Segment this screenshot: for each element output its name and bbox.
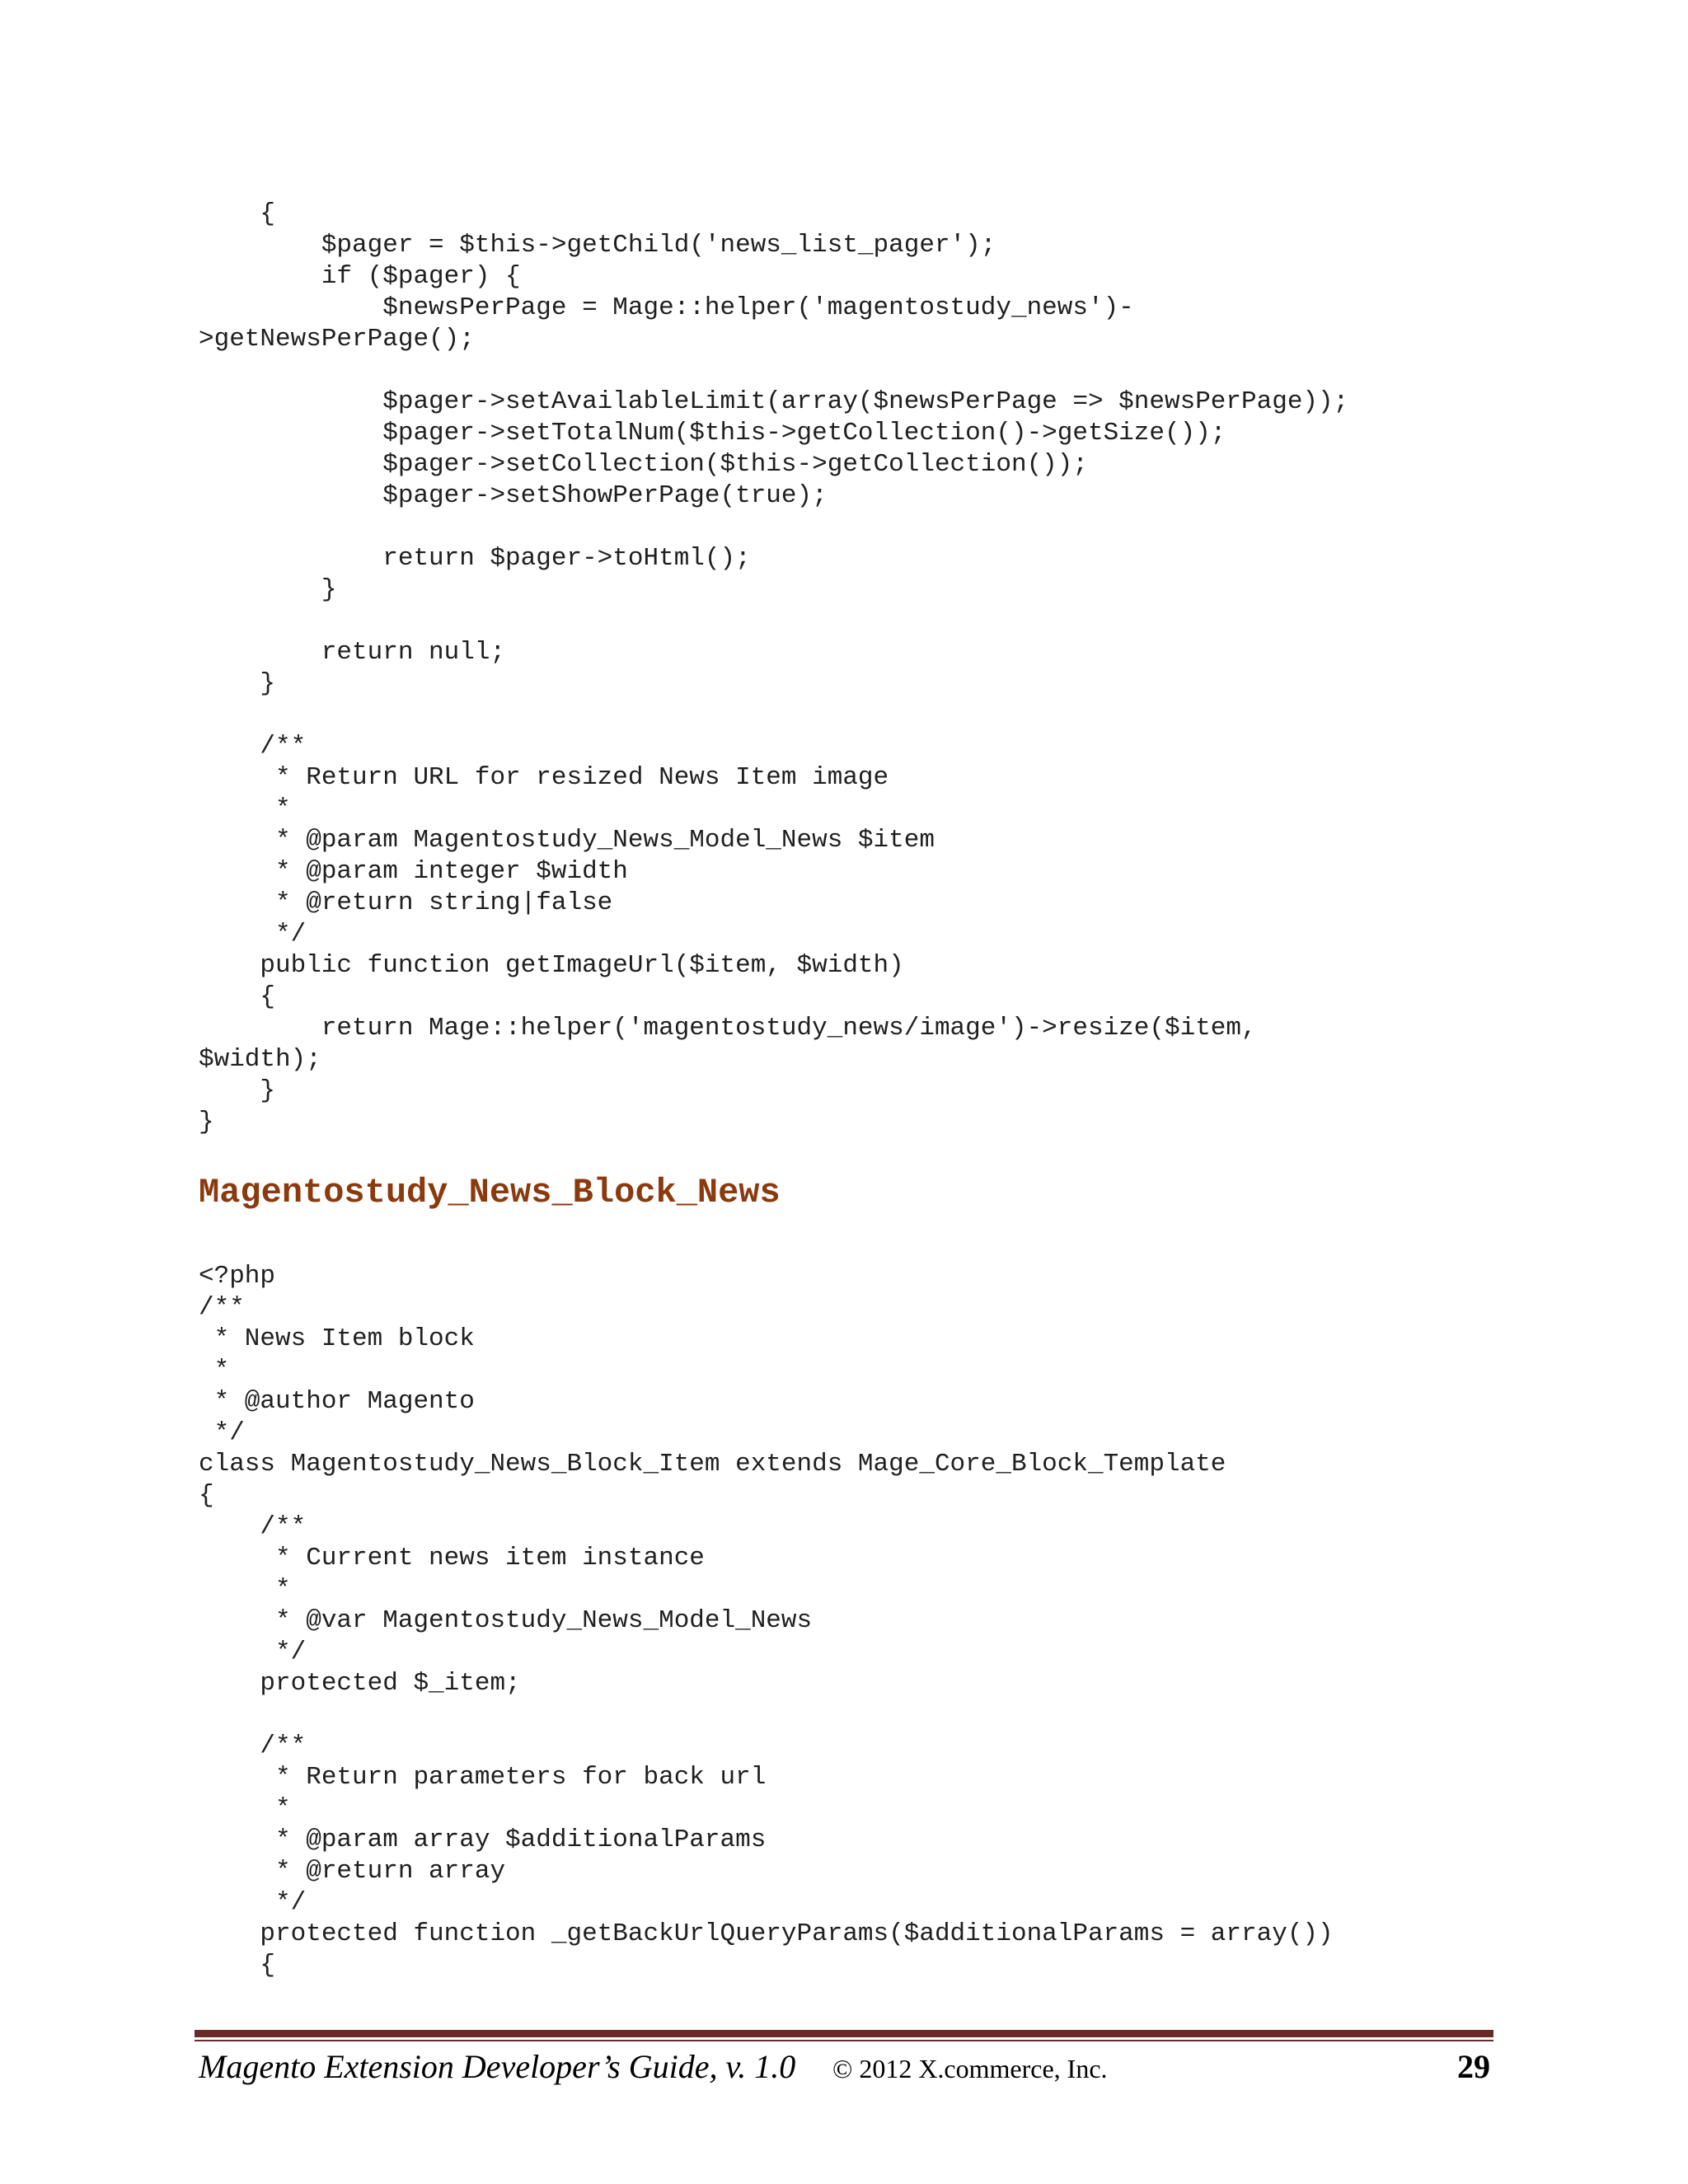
page-number: 29 xyxy=(1457,2048,1490,2085)
footer-document-title: Magento Extension Developer’s Guide, v. 1.0 xyxy=(199,2048,796,2085)
code-listing-news-block: <?php /** * News Item block * * @author Magento */ class Magentostudy_News_Block_Item extends Mage_Core_Block_Template { /** * Current news item instance * * @var Magentostudy_News_Model_News */ protected $_item; /** * Return parameters for back url * * @param array $additionalParams * @return array */ protected function _getBackUrlQueryParams($additionalParams = array()) { xyxy=(199,1262,1334,1980)
footer-copyright: © 2012 X.commerce, Inc. xyxy=(832,2054,1108,2083)
section-heading: Magentostudy_News_Block_News xyxy=(199,1173,781,1212)
code-listing-continued: { $pager = $this->getChild('news_list_pager'); if ($pager) { $newsPerPage = Mage::helper('magentostudy_news')- >getNewsPerPage(); $pager->setAvailableLimit(array($newsPerPage => $newsPerPage)); $pager->setTotalNum($this->getCollection()->getSize()); $pager->setCollection($this->getCollection()); $pager->setShowPerPage(true); return $pager->toHtml(); } return null; } /** * Return URL for resized News Item image * * @param Magentostudy_News_Model_News $item * @param integer $width * @return string|false */ public function getImageUrl($item, $width) { return Mage::helper('magentostudy_news/image')->resize($item, $width); } } xyxy=(199,199,1349,1137)
footer-rule-thick xyxy=(195,2030,1493,2037)
footer-rule-thin xyxy=(195,2040,1493,2041)
